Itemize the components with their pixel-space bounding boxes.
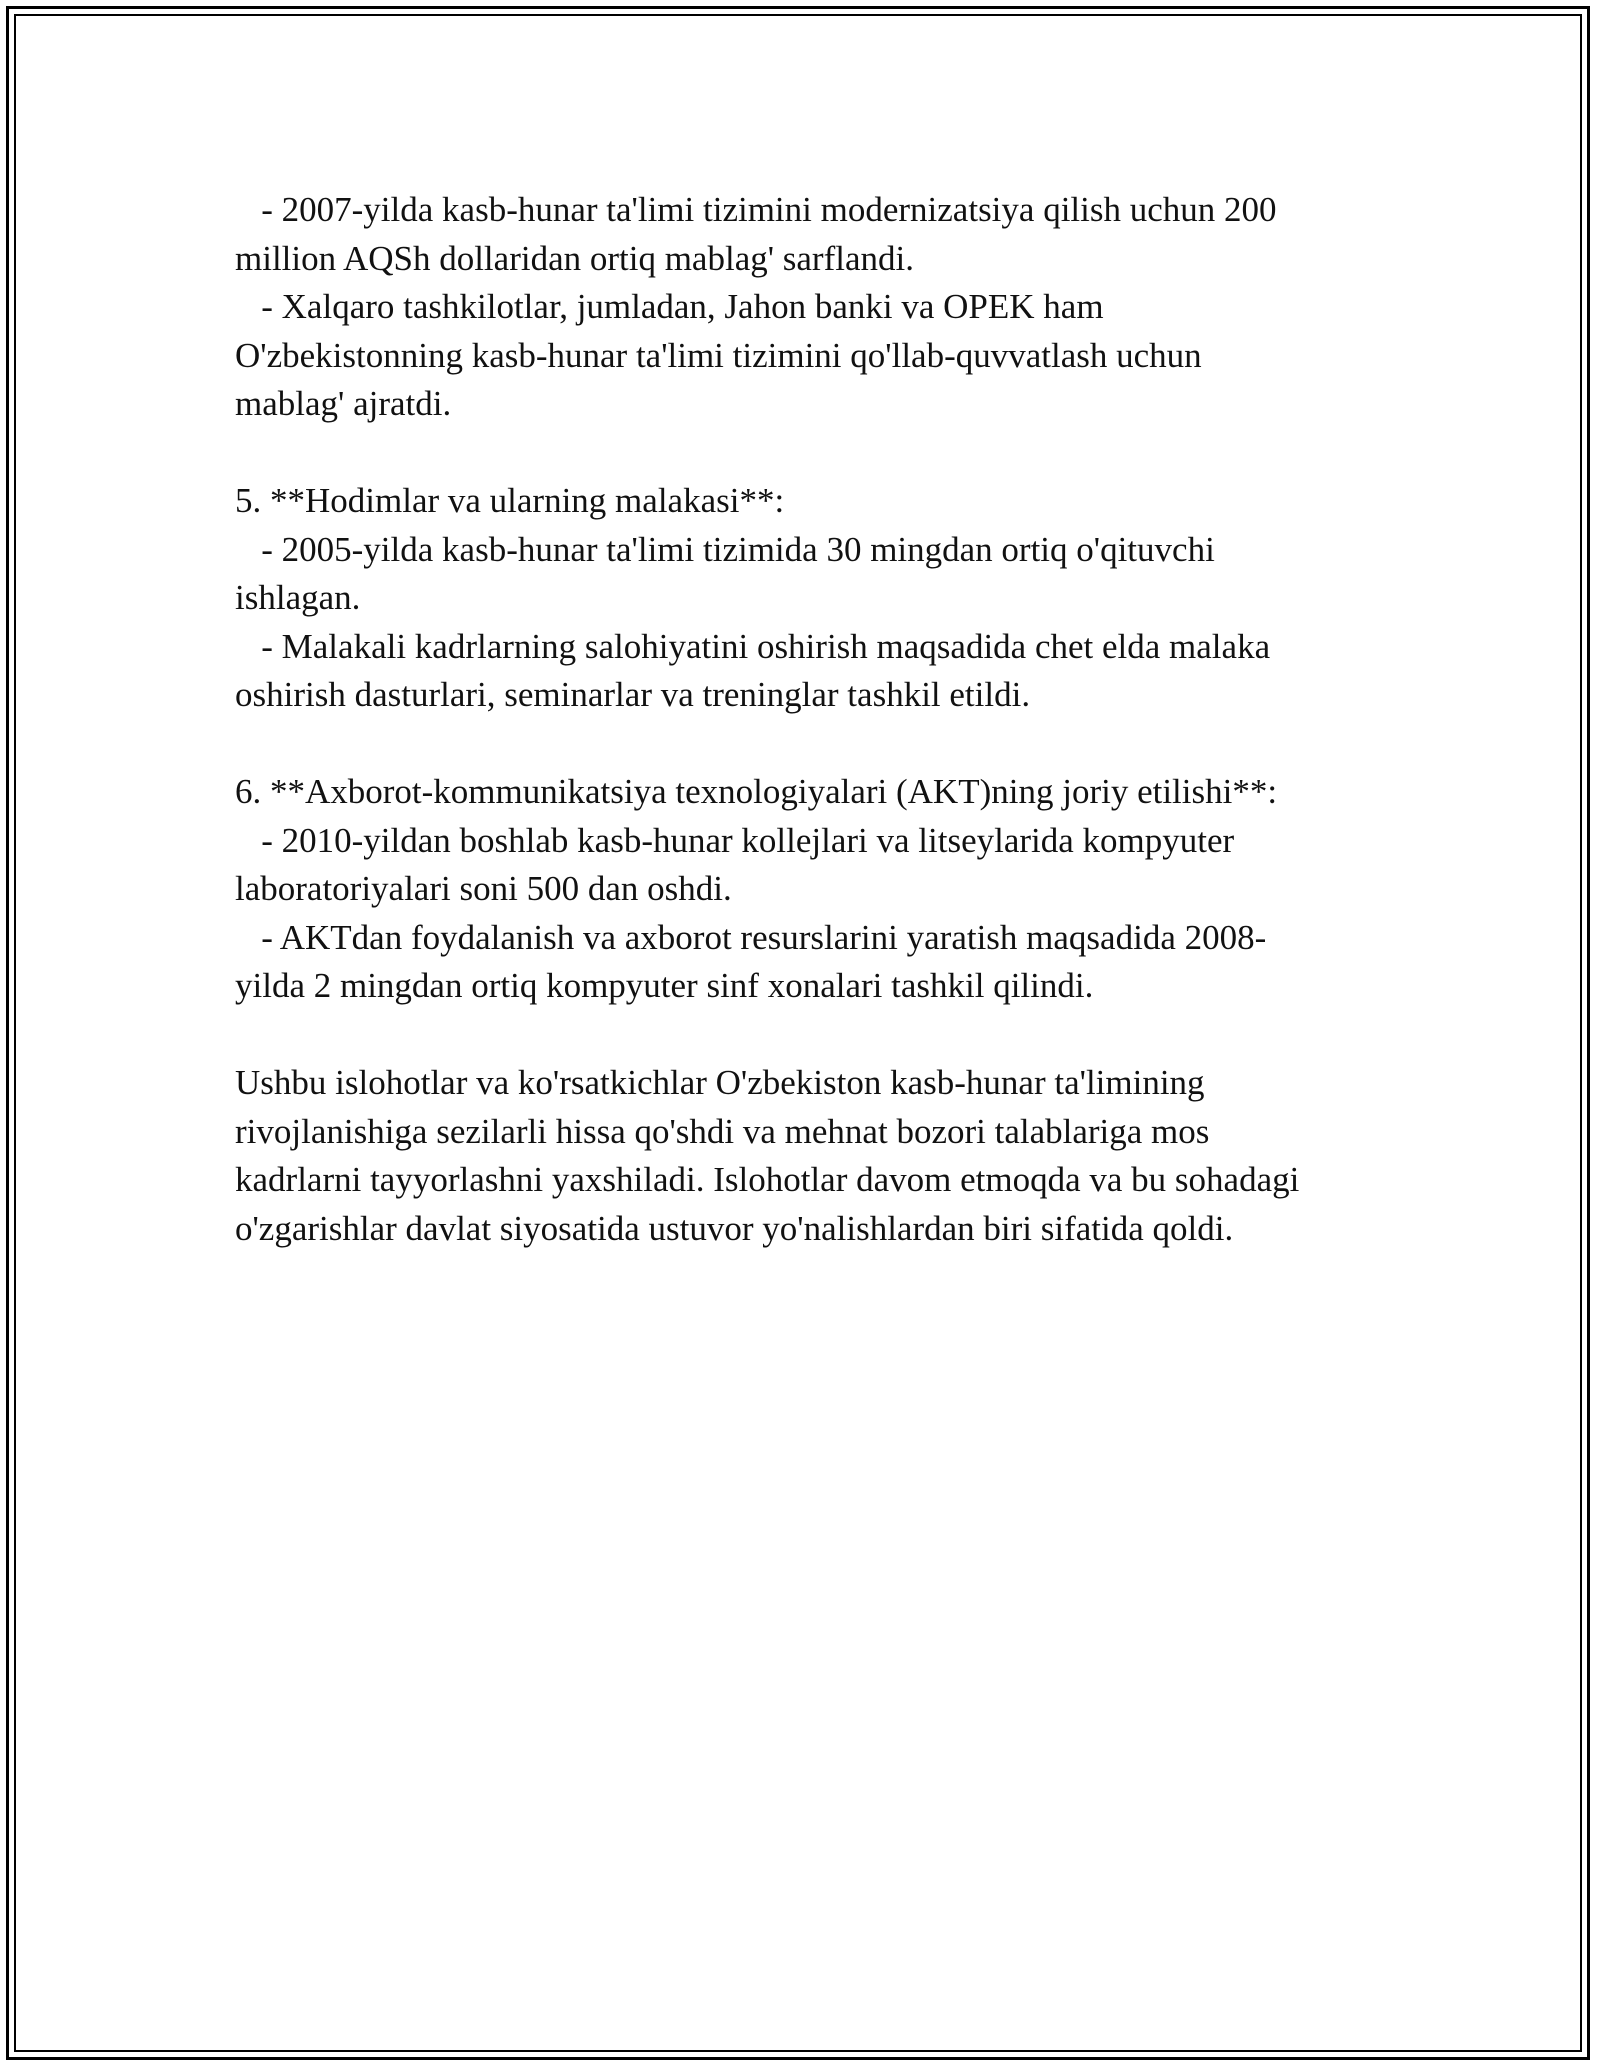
text-line: oshirish dasturlari, seminarlar va treninglar tashkil etildi. <box>235 675 1031 714</box>
text-line: laboratoriyalari soni 500 dan oshdi. <box>235 869 732 908</box>
text-line: rivojlanishiga sezilarli hissa qo'shdi va mehnat bozori talablariga mos <box>235 1111 1210 1151</box>
text-line: ishlagan. <box>235 578 361 617</box>
funding-block <box>235 186 1365 429</box>
section-5 <box>235 477 1365 720</box>
paragraph-gap <box>235 1011 1365 1060</box>
text-line: Ushbu islohotlar va ko'rsatkichlar O'zbekiston kasb-hunar ta'limining <box>235 1063 1205 1102</box>
text-line: o'zgarishlar davlat siyosatida ustuvor yo'nalishlardan biri sifatida qoldi. <box>235 1208 1234 1248</box>
text-line: - 2007-yilda kasb-hunar ta'limi tizimini modernizatsiya qilish uchun 200 <box>235 190 1277 229</box>
text-line: - Malakali kadrlarning salohiyatini oshirish maqsadida chet elda malaka <box>235 626 1271 666</box>
text-line: - 2005-yilda kasb-hunar ta'limi tizimida 30 mingdan ortiq o'qituvchi <box>235 529 1215 569</box>
text-line: - Xalqaro tashkilotlar, jumladan, Jahon banki va OPEK ham <box>235 287 1104 326</box>
text-line: - AKTdan foydalanish va axborot resurslarini yaratish maqsadida 2008- <box>235 917 1267 957</box>
text-line: kadrlarni tayyorlashni yaxshiladi. Islohotlar davom etmoqda va bu sohadagi <box>235 1160 1300 1199</box>
text-line: - 2010-yildan boshlab kasb-hunar kollejlari va litseylarida kompyuter <box>235 820 1235 860</box>
section-heading: 5. **Hodimlar va ularning malakasi**: <box>235 481 785 520</box>
document-body <box>235 186 1365 1253</box>
section-heading: 6. **Axborot-kommunikatsiya texnologiyalari (AKT)ning joriy etilishi**: <box>235 772 1278 811</box>
paragraph-gap <box>235 429 1365 478</box>
conclusion-paragraph <box>235 1059 1365 1253</box>
text-line: million AQSh dollaridan ortiq mablag' sarflandi. <box>235 238 914 278</box>
text-line: mablag' ajratdi. <box>235 384 452 423</box>
section-6 <box>235 768 1365 1011</box>
text-line: O'zbekistonning kasb-hunar ta'limi tizimini qo'llab-quvvatlash uchun <box>235 335 1202 375</box>
text-line: yilda 2 mingdan ortiq kompyuter sinf xonalari tashkil qilindi. <box>235 966 1094 1005</box>
paragraph-gap <box>235 720 1365 769</box>
